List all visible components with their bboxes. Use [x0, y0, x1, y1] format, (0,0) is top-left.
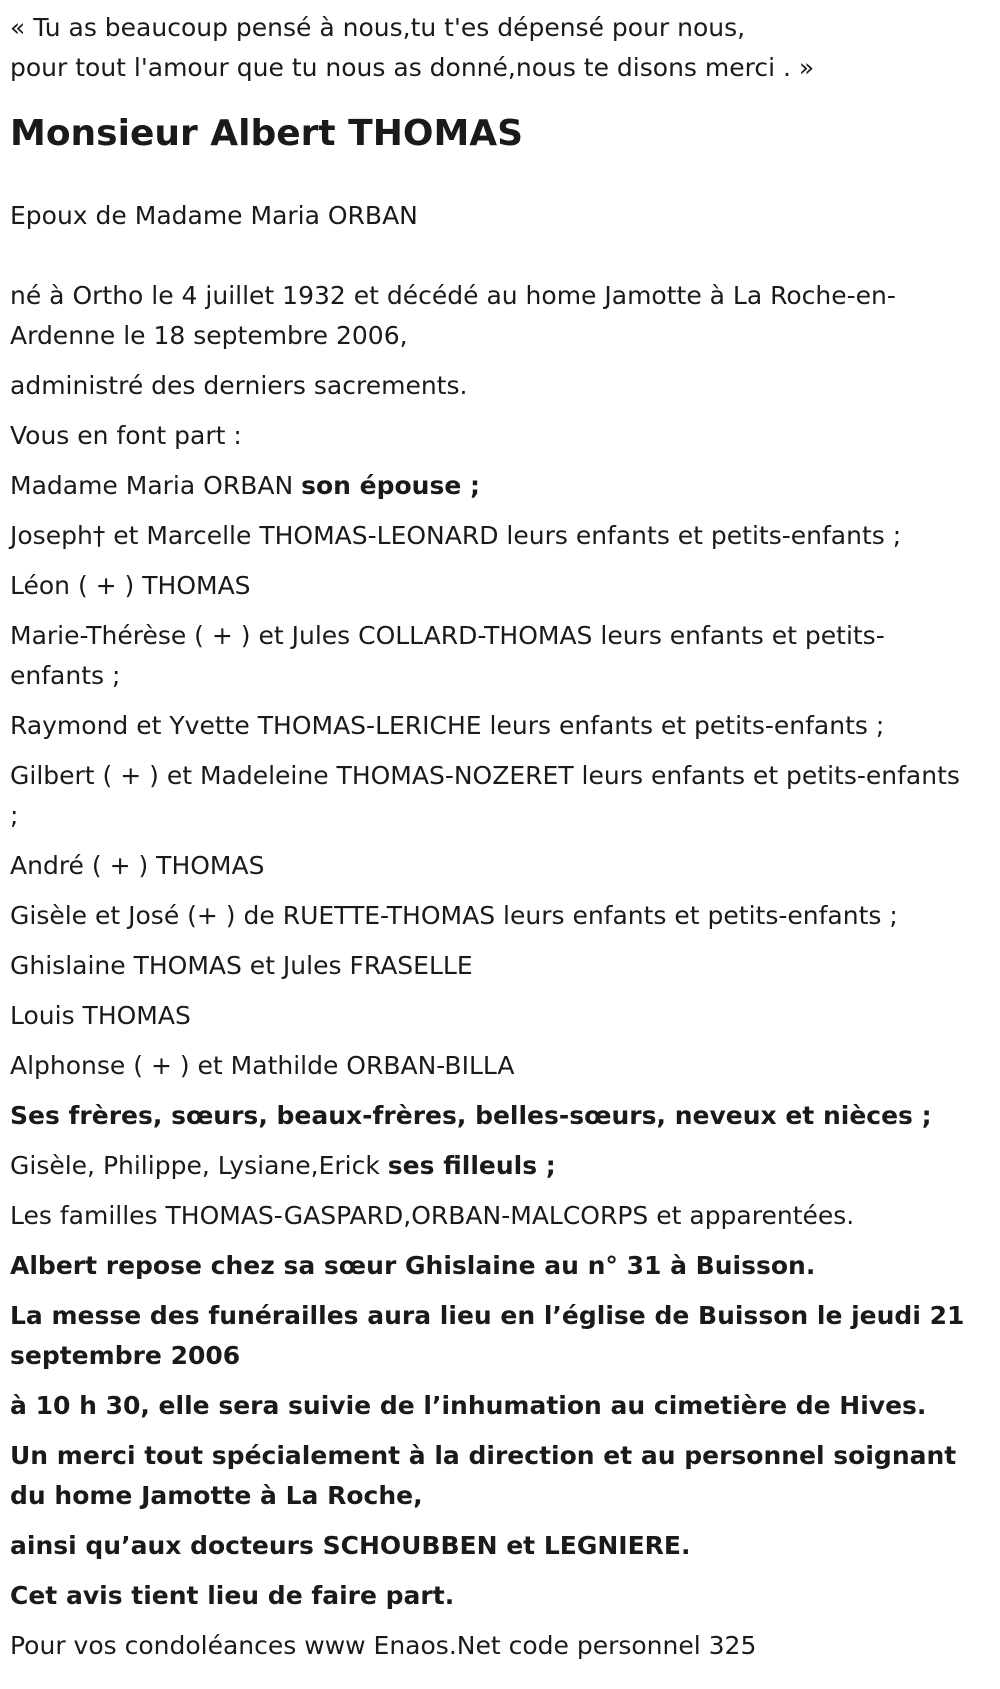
quote-line-1: « Tu as beaucoup pensé à nous,tu t'es dépensé pour nous,	[10, 13, 746, 42]
announcement-paragraph	[10, 1436, 970, 1516]
quote-line-2: pour tout l'amour que tu nous as donné,nous te disons merci . »	[10, 53, 815, 82]
paragraph-text: Les familles THOMAS-GASPARD,ORBAN-MALCORPS et apparentées.	[10, 1201, 855, 1230]
announcement-paragraph	[10, 1576, 970, 1616]
paragraph-text: Raymond et Yvette THOMAS-LERICHE leurs enfants et petits-enfants ;	[10, 711, 885, 740]
announcement-paragraph	[10, 946, 970, 986]
paragraph-text: André ( + ) THOMAS	[10, 851, 265, 880]
paragraph-text: Louis THOMAS	[10, 1001, 191, 1030]
opening-quote	[10, 8, 970, 88]
spouse-line: Epoux de Madame Maria ORBAN	[10, 201, 418, 230]
paragraph-text: Gisèle, Philippe, Lysiane,Erick	[10, 1151, 388, 1180]
announcement-paragraph	[10, 1526, 970, 1566]
paragraph-text: Léon ( + ) THOMAS	[10, 571, 251, 600]
announcement-paragraph	[10, 1146, 970, 1186]
paragraph-text: Joseph† et Marcelle THOMAS-LEONARD leurs enfants et petits-enfants ;	[10, 521, 902, 550]
paragraph-text: né à Ortho le 4 juillet 1932 et décédé au home Jamotte à La Roche-en-Ardenne le 18 septembre 2006,	[10, 281, 896, 350]
deceased-name-title: Monsieur Albert THOMAS	[10, 113, 524, 154]
announcement-paragraph	[10, 1246, 970, 1286]
paragraph-text: Vous en font part :	[10, 421, 242, 450]
announcement-paragraph	[10, 366, 970, 406]
announcement-paragraph	[10, 566, 970, 606]
announcement-paragraph	[10, 466, 970, 506]
paragraph-bold-text: Un merci tout spécialement à la direction et au personnel soignant du home Jamotte à La Roche,	[10, 1441, 957, 1510]
announcement-paragraph	[10, 276, 970, 356]
paragraph-bold-text: Ses frères, sœurs, beaux-frères, belles-sœurs, neveux et nièces ;	[10, 1101, 932, 1130]
paragraph-bold-text: ses filleuls ;	[387, 1151, 556, 1180]
paragraph-text: Gisèle et José (+ ) de RUETTE-THOMAS leurs enfants et petits-enfants ;	[10, 901, 898, 930]
announcement-paragraph	[10, 416, 970, 456]
paragraph-bold-text: à 10 h 30, elle sera suivie de l’inhumation au cimetière de Hives.	[10, 1391, 927, 1420]
paragraph-text: Ghislaine THOMAS et Jules FRASELLE	[10, 951, 473, 980]
paragraph-text: administré des derniers sacrements.	[10, 371, 468, 400]
paragraph-bold-text: Albert repose chez sa sœur Ghislaine au n° 31 à Buisson.	[10, 1251, 816, 1280]
paragraph-text: Gilbert ( + ) et Madeleine THOMAS-NOZERET leurs enfants et petits-enfants ;	[10, 761, 960, 830]
paragraph-text: Madame Maria ORBAN	[10, 471, 302, 500]
paragraph-bold-text: Cet avis tient lieu de faire part.	[10, 1581, 455, 1610]
announcement-paragraph	[10, 896, 970, 936]
announcement-paragraph	[10, 1626, 970, 1666]
announcement-paragraph	[10, 516, 970, 556]
announcement-body	[10, 276, 970, 1666]
announcement-paragraph	[10, 1096, 970, 1136]
announcement-paragraph	[10, 1196, 970, 1236]
announcement-paragraph	[10, 1046, 970, 1086]
announcement-paragraph	[10, 846, 970, 886]
announcement-paragraph	[10, 1296, 970, 1376]
announcement-paragraph	[10, 616, 970, 696]
announcement-paragraph	[10, 996, 970, 1036]
paragraph-bold-text: ainsi qu’aux docteurs SCHOUBBEN et LEGNIERE.	[10, 1531, 691, 1560]
announcement-paragraph	[10, 1386, 970, 1426]
paragraph-bold-text: son épouse ;	[301, 471, 481, 500]
paragraph-text: Pour vos condoléances www Enaos.Net code personnel 325	[10, 1631, 757, 1660]
announcement-paragraph	[10, 756, 970, 836]
paragraph-bold-text: La messe des funérailles aura lieu en l’église de Buisson le jeudi 21 septembre 2006	[10, 1301, 965, 1370]
paragraph-text: Alphonse ( + ) et Mathilde ORBAN-BILLA	[10, 1051, 515, 1080]
paragraph-text: Marie-Thérèse ( + ) et Jules COLLARD-THOMAS leurs enfants et petits-enfants ;	[10, 621, 885, 690]
announcement-paragraph	[10, 706, 970, 746]
